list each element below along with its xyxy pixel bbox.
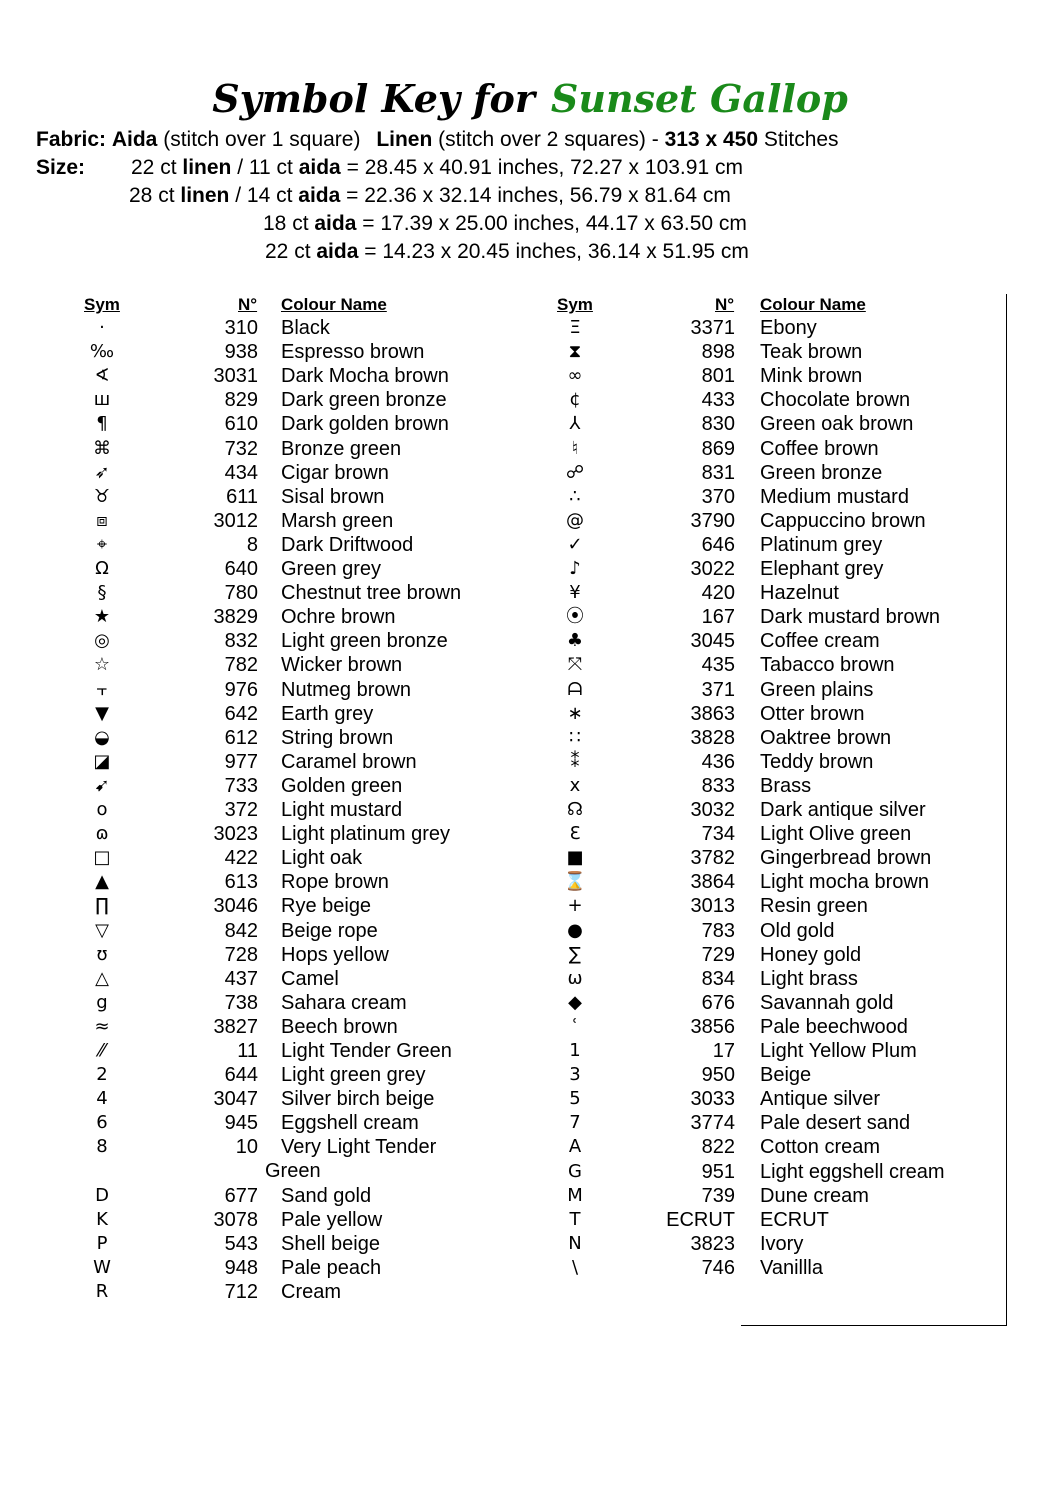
colour-name-cell: Sand gold — [281, 1185, 372, 1207]
symbol-cell: ∴ — [569, 486, 581, 507]
symbol-cell: ◆ — [568, 992, 582, 1013]
number-cell: 10 — [235, 1136, 258, 1158]
number-cell: 3827 — [213, 1016, 258, 1038]
symbol-cell: 8 — [96, 1136, 108, 1157]
number-cell: 676 — [701, 992, 735, 1014]
symbol-cell: Ɛ — [569, 823, 581, 844]
symbol-cell: ¥ — [569, 582, 581, 603]
number-cell: 372 — [224, 799, 258, 821]
symbol-cell: ☊ — [567, 799, 583, 820]
number-cell: 869 — [701, 438, 735, 460]
colour-name-cell: Black — [281, 317, 330, 339]
number-cell: 3032 — [690, 799, 735, 821]
number-cell: 422 — [224, 847, 258, 869]
size-pre: 22 ct — [265, 240, 311, 263]
number-cell: 613 — [224, 871, 258, 893]
fabric-label: Fabric: — [36, 128, 107, 151]
number-cell: 951 — [701, 1161, 735, 1183]
number-cell: 167 — [701, 606, 735, 628]
symbol-cell: D — [95, 1185, 109, 1206]
number-cell: 733 — [224, 775, 258, 797]
colour-name-cell: ECRUT — [760, 1209, 829, 1231]
colour-name-cell: Chestnut tree brown — [281, 582, 462, 604]
colour-name-cell: Gingerbread brown — [760, 847, 932, 869]
colour-name-cell: Brass — [760, 775, 812, 797]
header-sym-right: Sym — [557, 295, 593, 314]
size-rest: = 22.36 x 32.14 inches, 56.79 x 81.64 cm — [346, 184, 731, 207]
colour-name-cell: Silver birch beige — [281, 1088, 435, 1110]
symbol-cell: R — [95, 1281, 109, 1302]
number-cell: 832 — [224, 630, 258, 652]
title-prefix: Symbol Key for — [212, 76, 535, 121]
colour-name-cell: Pale yellow — [281, 1209, 383, 1231]
number-cell: 729 — [701, 944, 735, 966]
colour-name-cell: Light green bronze — [281, 630, 448, 652]
symbol-cell: △ — [95, 968, 109, 989]
symbol-cell: K — [96, 1209, 108, 1230]
number-cell: 370 — [701, 486, 735, 508]
symbol-cell: ➹ — [94, 775, 110, 796]
colour-name-cell: Earth grey — [281, 703, 374, 725]
fabric-linen: Linen — [376, 128, 433, 151]
symbol-cell: ⤧ — [567, 654, 583, 675]
colour-name-cell: Ivory — [760, 1233, 804, 1255]
symbol-cell: ● — [567, 920, 583, 941]
colour-name-cell: Green plains — [760, 679, 874, 701]
colour-name-cell: Dark Driftwood — [281, 534, 414, 556]
number-cell: 898 — [701, 341, 735, 363]
colour-name-cell: Teak brown — [760, 341, 863, 363]
symbol-cell: ◎ — [94, 630, 110, 651]
symbol-cell: ⁑ — [570, 751, 580, 772]
number-cell: 3031 — [213, 365, 258, 387]
symbol-cell: ɷ — [95, 823, 109, 844]
fabric-aida: Aida — [111, 128, 158, 151]
symbol-cell: ♮ — [571, 438, 579, 459]
number-cell: 644 — [224, 1064, 258, 1086]
number-cell: 420 — [701, 582, 735, 604]
design-name: Sunset Gallop — [550, 76, 848, 121]
colour-name-cell: Dark golden brown — [281, 413, 449, 435]
symbol-cell: G — [568, 1161, 582, 1182]
number-cell: 977 — [224, 751, 258, 773]
symbol-cell: ☆ — [93, 654, 111, 675]
colour-name-cell: Oaktree brown — [760, 727, 892, 749]
colour-name-cell: Light mocha brown — [760, 871, 929, 893]
colour-name-cell: Dark Mocha brown — [281, 365, 449, 387]
symbol-cell: ⦿ — [566, 606, 584, 627]
colour-name-cell: Antique silver — [760, 1088, 881, 1110]
colour-name-cell: Light green grey — [281, 1064, 426, 1086]
colour-name-cell: Light oak — [281, 847, 363, 869]
colour-name-cell: Hops yellow — [281, 944, 389, 966]
colour-name-cell: Otter brown — [760, 703, 865, 725]
number-cell: 646 — [701, 534, 735, 556]
symbol-cell: ш — [93, 389, 111, 410]
number-cell: 3033 — [690, 1088, 735, 1110]
colour-name-cell: Honey gold — [760, 944, 862, 966]
size-pre: 22 ct — [131, 156, 177, 179]
colour-name-cell: Vanillla — [760, 1257, 823, 1279]
size-bold: aida — [314, 212, 357, 235]
number-cell: 834 — [701, 968, 735, 990]
colour-name-cell: Bronze green — [281, 438, 402, 460]
number-cell: 3774 — [690, 1112, 735, 1134]
size-pre: 18 ct — [263, 212, 309, 235]
number-cell: 3863 — [690, 703, 735, 725]
symbol-cell: M — [567, 1185, 583, 1206]
symbol-cell: 1 — [569, 1040, 581, 1061]
symbol-cell: ⫟ — [96, 679, 108, 700]
symbol-cell: ‰ — [89, 341, 115, 362]
colour-name-cell: Hazelnut — [760, 582, 839, 604]
symbol-cell: 4 — [96, 1088, 108, 1109]
number-cell: 842 — [224, 920, 258, 942]
colour-name-cell: Cigar brown — [281, 462, 389, 484]
colour-name-cell: Old gold — [760, 920, 835, 942]
symbol-cell: § — [97, 582, 107, 603]
number-cell: 642 — [224, 703, 258, 725]
symbol-cell: ⧈ — [96, 510, 108, 531]
size-line — [263, 212, 747, 236]
number-cell: 11 — [237, 1040, 258, 1062]
number-cell: 3790 — [690, 510, 735, 532]
size-bold: linen — [180, 184, 230, 207]
symbol-cell: P — [96, 1233, 108, 1254]
colour-name-cell: Cotton cream — [760, 1136, 881, 1158]
colour-name-cell: Light brass — [760, 968, 858, 990]
symbol-cell: ◒ — [94, 727, 110, 748]
number-cell: 640 — [224, 558, 258, 580]
colour-name-cell: Rope brown — [281, 871, 389, 893]
number-cell: 3856 — [690, 1016, 735, 1038]
size-line — [129, 184, 731, 208]
symbol-cell: T — [569, 1209, 581, 1230]
colour-name-cell: Tabacco brown — [760, 654, 895, 676]
number-cell: 3864 — [690, 871, 735, 893]
colour-name-cell: Rye beige — [281, 895, 372, 917]
colour-name-cell: Camel — [281, 968, 339, 990]
colour-name-cell: Espresso brown — [281, 341, 425, 363]
symbol-cell: x — [569, 775, 581, 796]
colour-name-cell: Medium mustard — [760, 486, 909, 508]
symbol-cell: ♣ — [566, 630, 584, 651]
colour-name-cell: Light platinum grey — [281, 823, 450, 845]
symbol-cell: · — [99, 317, 105, 338]
symbol-cell: ♪ — [569, 558, 581, 579]
symbol-cell: ■ — [566, 847, 584, 868]
symbol-cell: A — [568, 1136, 582, 1157]
symbol-cell: \ — [571, 1257, 579, 1278]
number-cell: 732 — [224, 438, 258, 460]
colour-name-cell: Green bronze — [760, 462, 883, 484]
colour-name-cell: Wicker brown — [281, 654, 403, 676]
colour-name-cell: Beige — [760, 1064, 812, 1086]
number-cell: 543 — [224, 1233, 258, 1255]
number-cell: 3012 — [213, 510, 258, 532]
colour-name-cell: Cream — [281, 1281, 342, 1303]
symbol-cell: g — [96, 992, 108, 1013]
colour-name-cell: Ochre brown — [281, 606, 396, 628]
colour-name-cell: Dark mustard brown — [760, 606, 941, 628]
symbol-cell: ▽ — [95, 920, 109, 941]
number-cell: 3829 — [213, 606, 258, 628]
number-cell: 3823 — [690, 1233, 735, 1255]
colour-name-cell: Light eggshell cream — [760, 1161, 945, 1183]
colour-name-cell: Caramel brown — [281, 751, 417, 773]
size-line — [265, 240, 749, 264]
fabric-aida-note: (stitch over 1 square) — [163, 128, 361, 151]
number-cell: 801 — [701, 365, 735, 387]
symbol-cell: ¢ — [569, 389, 581, 410]
number-cell: 938 — [224, 341, 258, 363]
size-bold: linen — [182, 156, 232, 179]
number-cell: 436 — [701, 751, 735, 773]
colour-name-cell: Beech brown — [281, 1016, 398, 1038]
number-cell: 310 — [224, 317, 258, 339]
colour-name-cell: Chocolate brown — [760, 389, 911, 411]
colour-name-cell: Teddy brown — [760, 751, 874, 773]
number-cell: 833 — [701, 775, 735, 797]
size-line — [131, 156, 743, 180]
fabric-linen-note: (stitch over 2 squares) - — [438, 128, 659, 151]
header-num-left: N° — [238, 295, 258, 314]
number-cell: 948 — [224, 1257, 258, 1279]
colour-name-cell: Pale peach — [281, 1257, 382, 1279]
symbol-cell: 3 — [569, 1064, 581, 1085]
fabric-line — [36, 128, 839, 152]
number-cell: 945 — [224, 1112, 258, 1134]
symbol-cell: 6 — [96, 1112, 108, 1133]
symbol-cell: ⌖ — [96, 534, 108, 555]
colour-name-cell: Coffee brown — [760, 438, 879, 460]
header-name-right: Colour Name — [760, 295, 866, 314]
colour-name-cell: Light Yellow Plum — [760, 1040, 917, 1062]
symbol-cell: ⌛ — [563, 871, 587, 892]
header-num-right: N° — [715, 295, 735, 314]
symbol-cell: ∏ — [95, 895, 109, 916]
colour-name-cell: Mink brown — [760, 365, 863, 387]
symbol-cell: Ω — [95, 558, 109, 579]
colour-name-cell: String brown — [281, 727, 394, 749]
header-sym-left: Sym — [84, 295, 120, 314]
symbol-cell: ▼ — [95, 703, 109, 724]
colour-name-cell: Pale beechwood — [760, 1016, 908, 1038]
number-cell: 831 — [701, 462, 735, 484]
number-cell: 610 — [224, 413, 258, 435]
number-cell: 950 — [701, 1064, 735, 1086]
symbol-cell: ♉ — [93, 486, 111, 507]
number-cell: 3046 — [213, 895, 258, 917]
stitch-count: 313 x 450 — [664, 128, 759, 151]
number-cell: 782 — [224, 654, 258, 676]
number-cell: 611 — [226, 486, 258, 508]
size-rest: = 28.45 x 40.91 inches, 72.27 x 103.91 cm — [346, 156, 743, 179]
number-cell: 3045 — [690, 630, 735, 652]
colour-name-cell: Cappuccino brown — [760, 510, 926, 532]
symbol-cell: Ξ — [569, 317, 581, 338]
number-cell: 437 — [224, 968, 258, 990]
number-cell: 3047 — [213, 1088, 258, 1110]
number-cell: 3013 — [690, 895, 735, 917]
right-border — [1006, 294, 1007, 1326]
number-cell: 739 — [701, 1185, 735, 1207]
number-cell: 712 — [224, 1281, 258, 1303]
number-cell: ECRUT — [666, 1209, 735, 1231]
colour-name-cell: Dark antique silver — [760, 799, 926, 821]
number-cell: 3782 — [690, 847, 735, 869]
colour-name-cell: Green oak brown — [760, 413, 914, 435]
colour-name-cell: Dark green bronze — [281, 389, 447, 411]
colour-name-cell: Beige rope — [281, 920, 378, 942]
size-bold: aida — [316, 240, 359, 263]
symbol-cell: 2 — [96, 1064, 108, 1085]
number-cell: 435 — [701, 654, 735, 676]
number-cell: 8 — [246, 534, 258, 556]
symbol-cell: ☍ — [565, 462, 585, 483]
symbol-cell: ▲ — [95, 871, 109, 892]
number-cell: 17 — [712, 1040, 735, 1062]
number-cell: 434 — [224, 462, 258, 484]
size-mid: / 11 ct — [237, 156, 293, 179]
colour-name-cell: Eggshell cream — [281, 1112, 419, 1134]
number-cell: 976 — [224, 679, 258, 701]
bottom-border — [741, 1325, 1007, 1326]
colour-name-wrap: Green — [265, 1160, 321, 1182]
symbol-cell: ʿ — [572, 1016, 578, 1037]
colour-name-cell: Light mustard — [281, 799, 403, 821]
size-rest: = 14.23 x 20.45 inches, 36.14 x 51.95 cm — [364, 240, 749, 263]
symbol-cell: ∢ — [94, 365, 110, 386]
number-cell: 734 — [701, 823, 735, 845]
number-cell: 433 — [701, 389, 735, 411]
colour-name-cell: Green grey — [281, 558, 382, 580]
symbol-cell: ⁄⁄ — [98, 1040, 105, 1061]
symbol-cell: □ — [93, 847, 111, 868]
symbol-cell: ∑ — [568, 944, 582, 965]
colour-name-cell: Pale desert sand — [760, 1112, 911, 1134]
symbol-cell: ◪ — [93, 751, 111, 772]
symbol-cell: @ — [566, 510, 584, 531]
size-bold: aida — [298, 156, 341, 179]
symbol-cell: ★ — [93, 606, 111, 627]
colour-name-cell: Savannah gold — [760, 992, 894, 1014]
colour-name-cell: Golden green — [281, 775, 403, 797]
colour-name-cell: Elephant grey — [760, 558, 884, 580]
colour-name-cell: Sisal brown — [281, 486, 385, 508]
size-pre: 28 ct — [129, 184, 175, 207]
symbol-cell: + — [567, 895, 583, 916]
number-cell: 746 — [701, 1257, 735, 1279]
number-cell: 612 — [224, 727, 258, 749]
size-rest: = 17.39 x 25.00 inches, 44.17 x 63.50 cm — [362, 212, 747, 235]
symbol-cell: ⅄ — [569, 413, 581, 434]
symbol-cell: ∗ — [567, 703, 583, 724]
symbol-cell: N — [568, 1233, 582, 1254]
size-label: Size: — [36, 156, 86, 179]
colour-name-cell: Very Light Tender — [281, 1136, 437, 1158]
number-cell: 371 — [701, 679, 735, 701]
number-cell: 728 — [224, 944, 258, 966]
colour-name-cell: Resin green — [760, 895, 868, 917]
number-cell: 3371 — [690, 317, 735, 339]
colour-name-cell: Light Olive green — [760, 823, 912, 845]
symbol-cell: ∞ — [567, 365, 583, 386]
symbol-cell: ω — [567, 968, 583, 989]
number-cell: 822 — [701, 1136, 735, 1158]
symbol-cell: 5 — [569, 1088, 581, 1109]
number-cell: 677 — [224, 1185, 258, 1207]
symbol-cell: ✓ — [567, 534, 583, 555]
colour-name-cell: Marsh green — [281, 510, 394, 532]
colour-name-cell: Light Tender Green — [281, 1040, 452, 1062]
symbol-cell: ∷ — [569, 727, 581, 748]
colour-name-cell: Nutmeg brown — [281, 679, 412, 701]
symbol-cell: ᗩ — [567, 679, 583, 700]
symbol-cell: W — [93, 1257, 111, 1278]
number-cell: 3828 — [690, 727, 735, 749]
page-title — [0, 76, 1060, 121]
number-cell: 3023 — [213, 823, 258, 845]
colour-name-cell: Dune cream — [760, 1185, 869, 1207]
size-bold: aida — [298, 184, 341, 207]
number-cell: 3078 — [213, 1209, 258, 1231]
colour-name-cell: Coffee cream — [760, 630, 880, 652]
number-cell: 783 — [701, 920, 735, 942]
symbol-cell: 7 — [569, 1112, 581, 1133]
number-cell: 738 — [224, 992, 258, 1014]
number-cell: 3022 — [690, 558, 735, 580]
header-name-left: Colour Name — [281, 295, 387, 314]
symbol-cell: ⧗ — [568, 341, 582, 362]
number-cell: 829 — [224, 389, 258, 411]
symbol-cell: ʊ — [96, 944, 108, 965]
symbol-cell: ➶ — [94, 462, 110, 483]
number-cell: 830 — [701, 413, 735, 435]
colour-name-cell: Sahara cream — [281, 992, 407, 1014]
size-label-line — [36, 156, 85, 180]
number-cell: 780 — [224, 582, 258, 604]
symbol-cell: ⌘ — [93, 438, 111, 459]
colour-name-cell: Ebony — [760, 317, 817, 339]
symbol-cell: o — [96, 799, 108, 820]
stitch-label: Stitches — [763, 128, 839, 151]
symbol-cell: ¶ — [96, 413, 108, 434]
colour-name-cell: Platinum grey — [760, 534, 883, 556]
size-mid: / 14 ct — [235, 184, 293, 207]
colour-name-cell: Shell beige — [281, 1233, 380, 1255]
symbol-cell: ≈ — [94, 1016, 110, 1037]
